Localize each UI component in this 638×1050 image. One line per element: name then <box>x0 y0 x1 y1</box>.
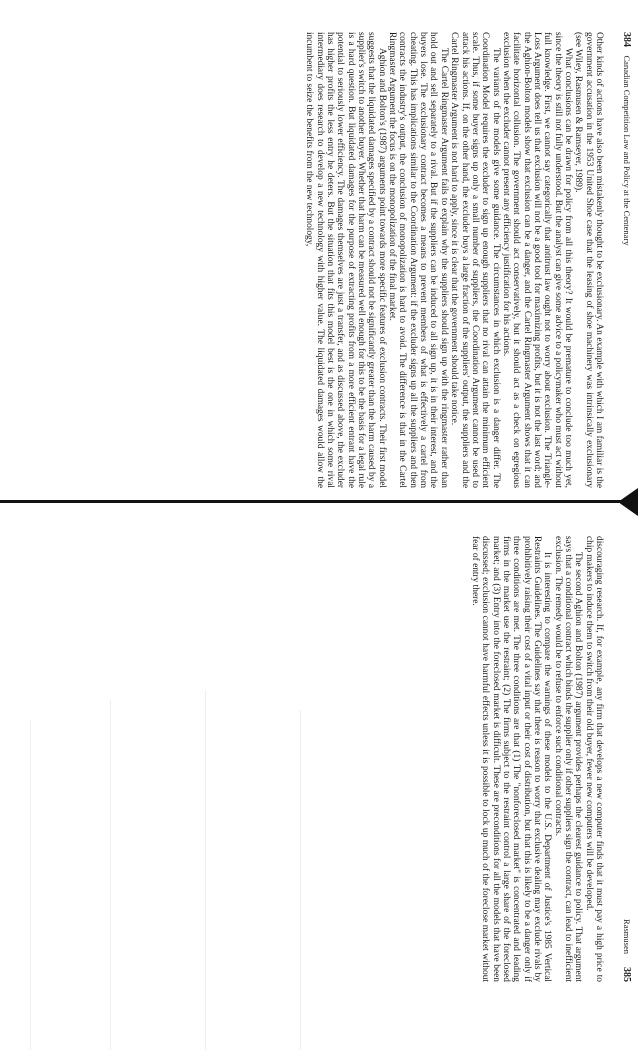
left-paragraph: Aghion and Bolton's (1987) arguments point towards more specific features of exclusion contracts. Their first model suggests that the liquidated damages specified by a contract should not be significantly greater than the harm caused by a supplier's switch to another buyer. Whether that harm can be measured well enough for this to be the basis for a legal rule is a hard question. But liquidated damages for the purpose of extracting profits from a more efficient entrant have the potential to seriously lower efficiency. The damages themselves are just a transfer, and as discussed above, the excluder has higher profits the less entry he deters. But the situation that fits this model best is the one in which some rival intermediary does research to develop a new technology with higher value. The liquidated damages would allow the incumbent to seize the benefits from the new technology, <box>304 32 387 488</box>
right-paragraph: discouraging research. If, for example, any firm that develops a new computer finds that it must pay a high price to chip makers to induce them to switch from their old buyer, fewer new computers will be developed. <box>583 536 604 982</box>
left-page-number: 384 <box>621 32 632 47</box>
left-paragraph: What conclusions can be drawn for policy from all this theory? It would be premature to conclude too much yet, since the theory is still not fully understood. But the analyst can give some advice to a policymaker who must act without full knowledge. First, we cannot say categorically that antitrust law ought not to worry about exclusion. The Triangle-Loss Argument does tell us that exclusion will not be a good tool for maximizing profits, but it is not the last word; and the Aghion-Bolton models show that exclusion can be a danger, and the Cartel Ringmaster Argument shows that it can facilitate horizontal collusion. The government should act conservatively, but it should act as a check on egregious exclusion when the excluder cannot present any efficiency justification for his actions. <box>500 32 573 488</box>
right-paragraph: The second Aghion and Bolton (1987) argument provides perhaps the clearest guidance to policy. That argument says that a conditional contract which binds the supplier only if other suppliers sign the contract, can lead to inefficient exclusion. The remedy would be to refuse to enforce such conditional contracts. <box>552 536 584 982</box>
book-binding <box>0 500 638 503</box>
left-paragraph: Other kinds of actions have also been mistakenly thought to be exclusionary. An example with which I am familiar is the government accusation in the 1953 United Shoe case that the leasing of shoe machinery was intrinsically exclusionary (see Wiley, Rasmusen & Ramseyer, 1989). <box>573 32 604 488</box>
left-page-header <box>621 32 632 246</box>
right-page-number: 385 <box>621 967 632 982</box>
right-paragraph: It is interesting to compare the warnings of these models to the U.S. Department of Justice's 1985 Vertical Restraints Guidelines. The Guidelines say that there is reason to worry that exclusive dealing may exclude rivals by prohibitively raising their cost of a vital input or their cost of distribution, but that this is likely to be a danger only if three conditions are met. The three conditions are that (1) The "nonforeclosed market" is concentrated and leading firms in the market use the restraint; (2) The firms subject to the restraint control a large share of the foreclosed market; and (3) Entry into the foreclosed market is difficult. These are preconditions for all the models that have been discussed; exclusion cannot have harmful effects unless it is possible to lock up much of the foreclose market without fear of entry there. <box>469 536 553 982</box>
left-paragraph: The variants of the models give some guidance. The circumstances in which exclusion is a danger differ. The Coordination Model requires the excluder to sign up enough suppliers that no rival can attain the minimum efficient scale. Thus, if some buyer signs up only a small number of suppliers, the Coordination Argument cannot be used to attack his actions. If, on the other hand, the excluder buys a large fraction of the suppliers' output, the suppliers and the Cartel Ringmaster Argument is not hard to apply, since it is clear that the government should take notice. <box>449 32 501 488</box>
right-page-body <box>470 536 604 982</box>
left-page-body <box>304 32 604 488</box>
left-paragraph: The Cartel Ringmaster Argument fails to explain why the suppliers should sign up with the ringmaster rather than hold out and sell separately to a rival. But if the suppliers can be induced to all sign up, it is in their interest, and the buyers lose. The exclusionary contract becomes a means to prevent members of what is effectively a cartel from cheating. This has implications similar to the Coordination Argument: if the excluder signs up all the suppliers and then contracts the industry's output, the conclusion of monopolization is hard to avoid. The difference is that in the Cartel Ringmaster Argument the focus is on the monopolization of the final market. <box>387 32 449 488</box>
left-running-head: Canadian Competition Law and Policy at the Centenary <box>622 55 632 246</box>
right-running-head: Rasmusen <box>622 919 632 954</box>
